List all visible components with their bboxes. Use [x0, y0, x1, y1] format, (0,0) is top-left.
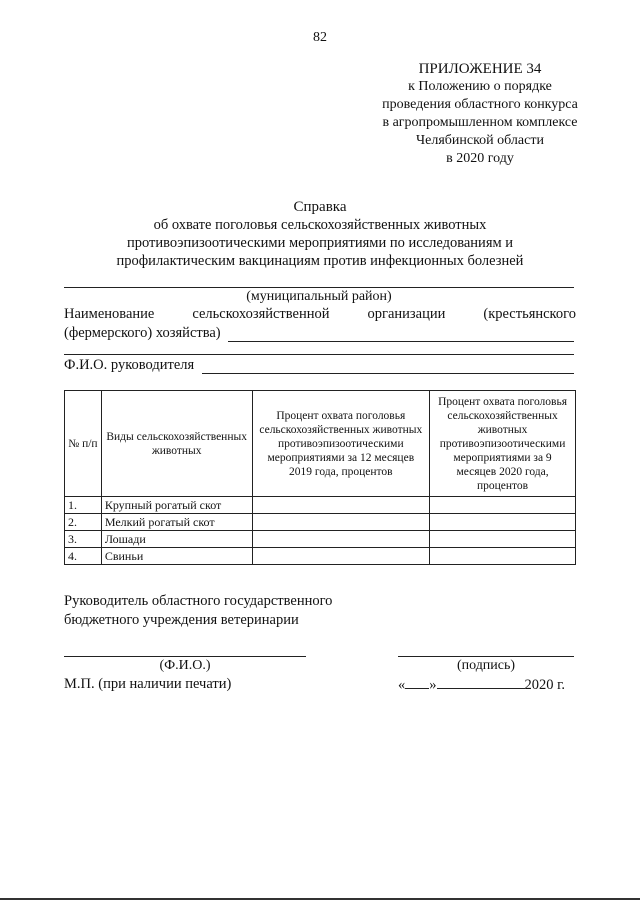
coverage-table: [64, 390, 576, 565]
row-animal: Мелкий рогатый скот: [101, 514, 252, 531]
row-animal: Лошади: [101, 531, 252, 548]
row-number: 3.: [65, 531, 102, 548]
page-number: 82: [313, 30, 327, 45]
fio-caption: (Ф.И.О.): [159, 658, 211, 673]
header-number: № п/п: [65, 391, 102, 497]
org-word: организации: [367, 306, 446, 322]
row-value-2020[interactable]: [430, 497, 576, 514]
appendix-line: в агропромышленном комплексе: [382, 115, 578, 130]
org-word: Наименование: [64, 306, 155, 322]
date-day-line[interactable]: [405, 675, 429, 689]
appendix-line: к Положению о порядке: [408, 79, 552, 94]
document-title-line: об охвате поголовья сельскохозяйственных животных: [153, 217, 487, 233]
row-value-2019[interactable]: [252, 548, 430, 565]
org-word: (крестьянского: [483, 306, 576, 322]
head-fio-field-line[interactable]: [202, 373, 574, 374]
org-name-field-line-2[interactable]: [64, 354, 574, 355]
table-row: [65, 548, 576, 565]
district-field-line[interactable]: [64, 287, 574, 288]
row-animal: Свиньи: [101, 548, 252, 565]
table-header-row: [65, 391, 576, 497]
row-value-2019[interactable]: [252, 497, 430, 514]
org-name-field-line[interactable]: [228, 341, 574, 342]
document-title-main: Справка: [293, 199, 347, 215]
row-number: 2.: [65, 514, 102, 531]
table-row: [65, 497, 576, 514]
org-name-label: [64, 306, 576, 323]
appendix-title: ПРИЛОЖЕНИЕ 34: [418, 61, 542, 77]
row-value-2020[interactable]: [430, 548, 576, 565]
org-word: сельскохозяйственной: [192, 306, 330, 322]
row-animal: Крупный рогатый скот: [101, 497, 252, 514]
document-title-line: противоэпизоотическими мероприятиями по исследованиям и: [126, 235, 514, 251]
fio-signature-line[interactable]: [64, 656, 306, 657]
header-coverage-2020: Процент охвата поголовья сельскохозяйственных животных противоэпизоотическими мероприятиями за 9 месяцев 2020 года, процентов: [430, 391, 576, 497]
header-animal-type: Виды сельскохозяйственных животных: [101, 391, 252, 497]
row-value-2020[interactable]: [430, 531, 576, 548]
sign-signature-line[interactable]: [398, 656, 574, 657]
appendix-line: в 2020 году: [446, 151, 514, 166]
signatory-line: бюджетного учреждения ветеринарии: [64, 612, 299, 628]
document-title-line: профилактическим вакцинациям против инфекционных болезней: [116, 253, 524, 269]
head-fio-label: Ф.И.О. руководителя: [64, 357, 195, 373]
date-quote-close: »: [429, 677, 437, 693]
date-year: 2020 г.: [524, 677, 566, 693]
date-month-line[interactable]: [437, 675, 525, 689]
row-value-2019[interactable]: [252, 531, 430, 548]
appendix-header: [360, 60, 600, 168]
signatory-line: Руководитель областного государственного: [64, 593, 333, 609]
signatory-title: [64, 592, 332, 630]
page-bottom-border: [0, 898, 640, 900]
header-coverage-2019: Процент охвата поголовья сельскохозяйственных животных противоэпизоотическими мероприятиями за 12 месяцев 2019 года, процентов: [252, 391, 430, 497]
row-value-2020[interactable]: [430, 514, 576, 531]
row-number: 4.: [65, 548, 102, 565]
stamp-label: М.П. (при наличии печати): [64, 676, 232, 692]
date-field: [398, 675, 565, 695]
row-value-2019[interactable]: [252, 514, 430, 531]
district-caption: (муниципальный район): [246, 289, 392, 304]
table-row: [65, 514, 576, 531]
document-title: [90, 198, 550, 270]
org-name-label-line2: (фермерского) хозяйства): [64, 325, 221, 341]
sign-caption: (подпись): [456, 658, 516, 673]
row-number: 1.: [65, 497, 102, 514]
appendix-line: Челябинской области: [416, 133, 544, 148]
date-quote-open: «: [398, 677, 406, 693]
appendix-line: проведения областного конкурса: [382, 97, 578, 112]
table-row: [65, 531, 576, 548]
